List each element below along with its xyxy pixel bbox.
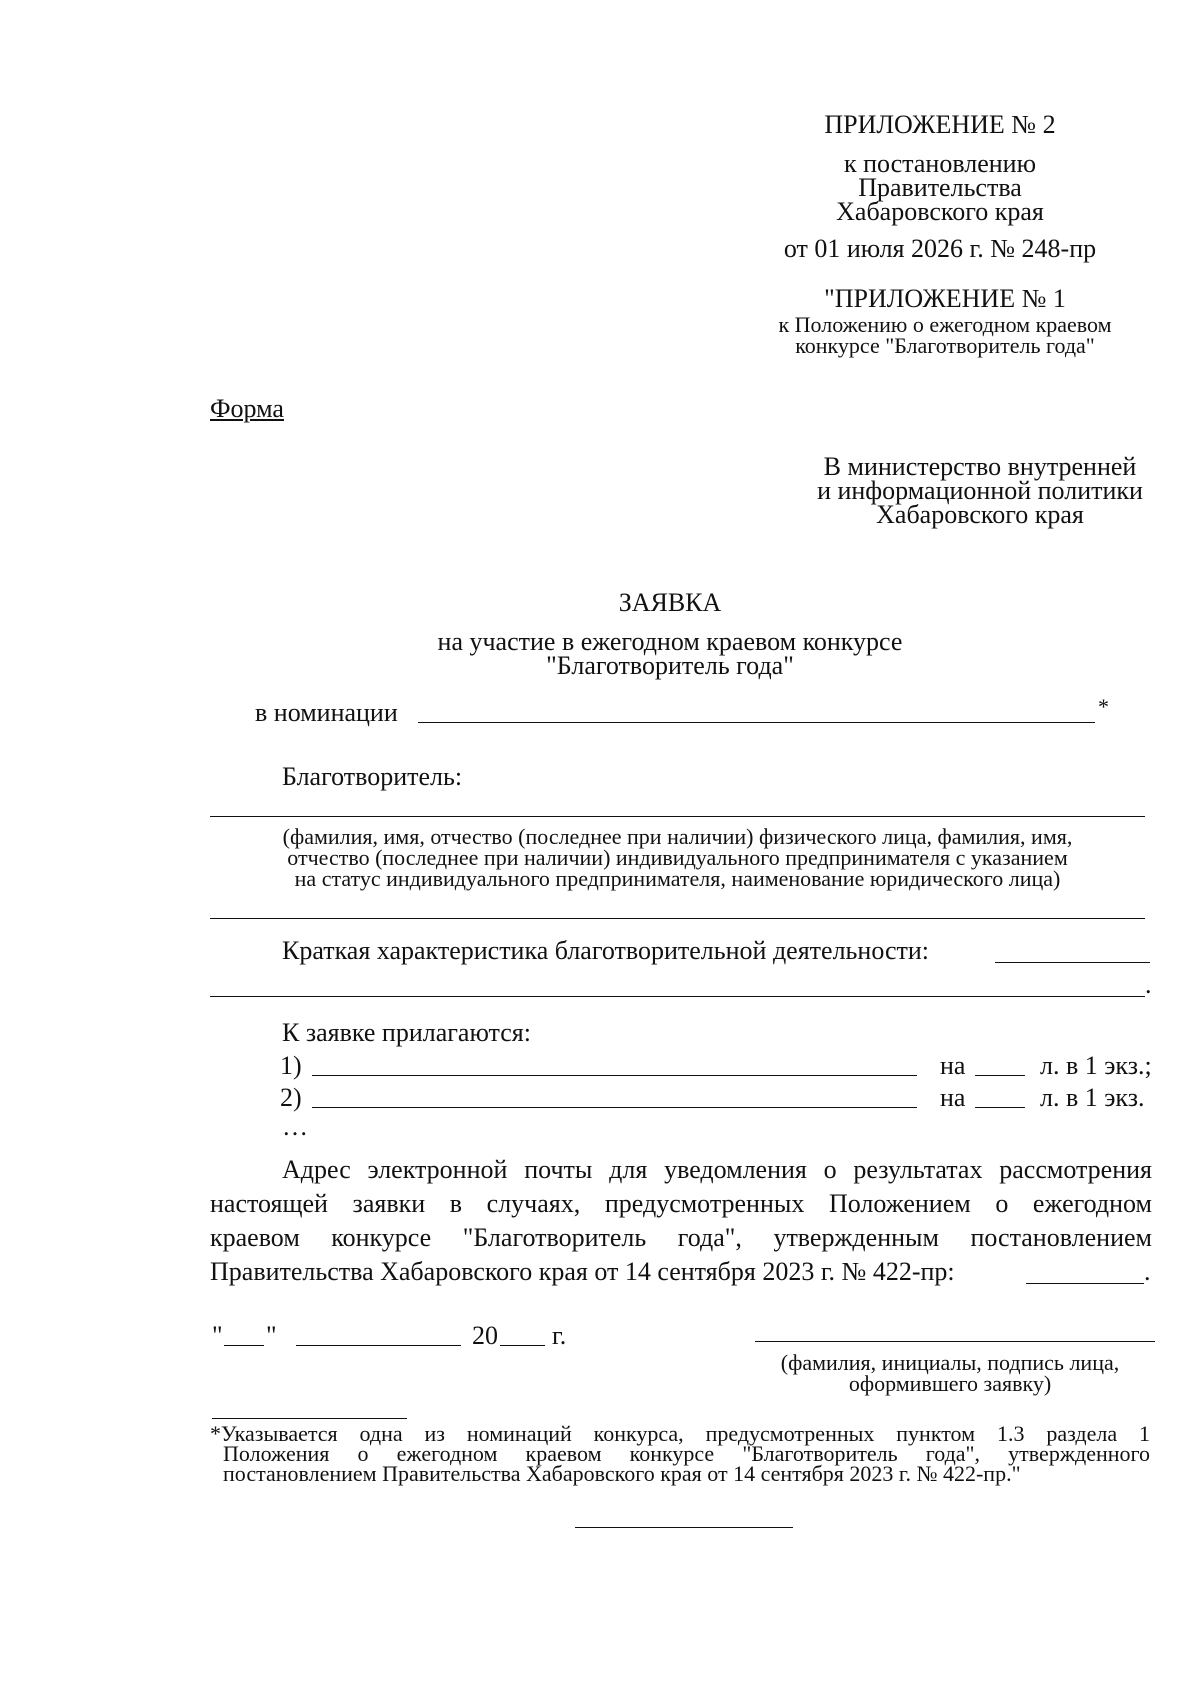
attachment-2-num: 2)	[280, 1083, 302, 1112]
footnote-separator	[212, 1418, 407, 1419]
attachment-2-pages[interactable]	[975, 1107, 1025, 1108]
date-month-field[interactable]	[296, 1345, 461, 1346]
addressee-line1: В министерство внутренней	[823, 452, 1137, 481]
benefactor-hint-2: отчество (последнее при наличии) индивидуального предпринимателя с указанием	[287, 845, 1068, 870]
footnote-line-2: Положения о ежегодном краевом конкурсе "Благотворитель года", утвержденного	[223, 1441, 1150, 1466]
benefactor-field-2[interactable]	[210, 918, 1145, 919]
nomination-footnote-mark: *	[1098, 694, 1109, 719]
signature-field[interactable]	[755, 1341, 1155, 1342]
activity-end: .	[1145, 970, 1152, 999]
benefactor-hint-3: на статус индивидуального предпринимателя, наименование юридического лица)	[294, 866, 1061, 891]
government: Правительства	[858, 173, 1022, 202]
attachment-2-field[interactable]	[312, 1107, 917, 1108]
footnote-line-1: *Указывается одна из номинаций конкурса, предусмотренных пунктом 1.3 раздела 1	[210, 1421, 1150, 1446]
email-line-1: Адрес электронной почты для уведомления о результатах рассмотрения	[282, 1155, 1152, 1184]
signature-hint-1: (фамилия, инициалы, подпись лица,	[780, 1350, 1120, 1375]
email-line-3: краевом конкурсе "Благотворитель года", утвержденным постановлением	[210, 1223, 1152, 1252]
benefactor-label: Благотворитель:	[282, 762, 463, 791]
nomination-label: в номинации	[255, 698, 398, 727]
benefactor-hint-1: (фамилия, имя, отчество (последнее при наличии) физического лица, фамилия, имя,	[282, 824, 1073, 849]
to-regulation-line2: конкурсе "Благотворитель года"	[795, 333, 1095, 358]
activity-field-2[interactable]	[210, 996, 1145, 997]
attachment-1-on: на	[940, 1051, 966, 1080]
activity-field[interactable]	[995, 962, 1150, 963]
date-quote-close: "	[266, 1321, 277, 1350]
activity-label: Краткая характеристика благотворительной деятельности:	[282, 936, 930, 965]
end-separator	[575, 1527, 793, 1528]
date-year-prefix: 20	[472, 1321, 498, 1350]
date-year-suffix: г.	[552, 1321, 567, 1350]
doc-subtitle-2: "Благотворитель года"	[546, 651, 794, 680]
email-line-4: Правительства Хабаровского края от 14 сентября 2023 г. № 422-пр:	[210, 1257, 955, 1286]
attachments-label: К заявке прилагаются:	[282, 1018, 531, 1047]
signature-hint-2: оформившего заявку)	[848, 1371, 1052, 1396]
appendix-1-title: "ПРИЛОЖЕНИЕ № 1	[824, 284, 1066, 313]
doc-subtitle-1: на участие в ежегодном краевом конкурсе	[437, 627, 903, 656]
footnote-line-3: постановлением Правительства Хабаровского края от 14 сентября 2023 г. № 422-пр."	[223, 1461, 1021, 1486]
to-resolution: к постановлению	[843, 149, 1037, 178]
email-line-2: настоящей заявки в случаях, предусмотренных Положением о ежегодном	[210, 1189, 1152, 1218]
date-year-field[interactable]	[500, 1345, 545, 1346]
addressee-line2: и информационной политики	[817, 476, 1143, 505]
attachments-ellipsis: …	[282, 1112, 308, 1141]
attachment-1-num: 1)	[280, 1051, 302, 1080]
addressee-line3: Хабаровского края	[876, 500, 1084, 529]
attachment-2-on: на	[940, 1083, 966, 1112]
attachment-2-tail: л. в 1 экз.	[1040, 1083, 1145, 1112]
attachment-1-pages[interactable]	[975, 1075, 1025, 1076]
to-regulation-line1: к Положению о ежегодном краевом	[778, 312, 1112, 337]
nomination-field[interactable]	[418, 722, 1095, 723]
email-end: .	[1144, 1257, 1151, 1286]
resolution-date: от 01 июля 2026 г. № 248-пр	[783, 234, 1097, 263]
form-label: Форма	[210, 394, 284, 423]
date-day-field[interactable]	[224, 1345, 264, 1346]
doc-title: ЗАЯВКА	[618, 588, 722, 617]
date-quote-open: "	[212, 1321, 223, 1350]
region: Хабаровского края	[836, 197, 1044, 226]
email-field[interactable]	[1026, 1283, 1144, 1284]
benefactor-field[interactable]	[210, 816, 1145, 817]
attachment-1-tail: л. в 1 экз.;	[1040, 1051, 1152, 1080]
attachment-1-field[interactable]	[312, 1075, 917, 1076]
appendix-title: ПРИЛОЖЕНИЕ № 2	[824, 110, 1056, 139]
